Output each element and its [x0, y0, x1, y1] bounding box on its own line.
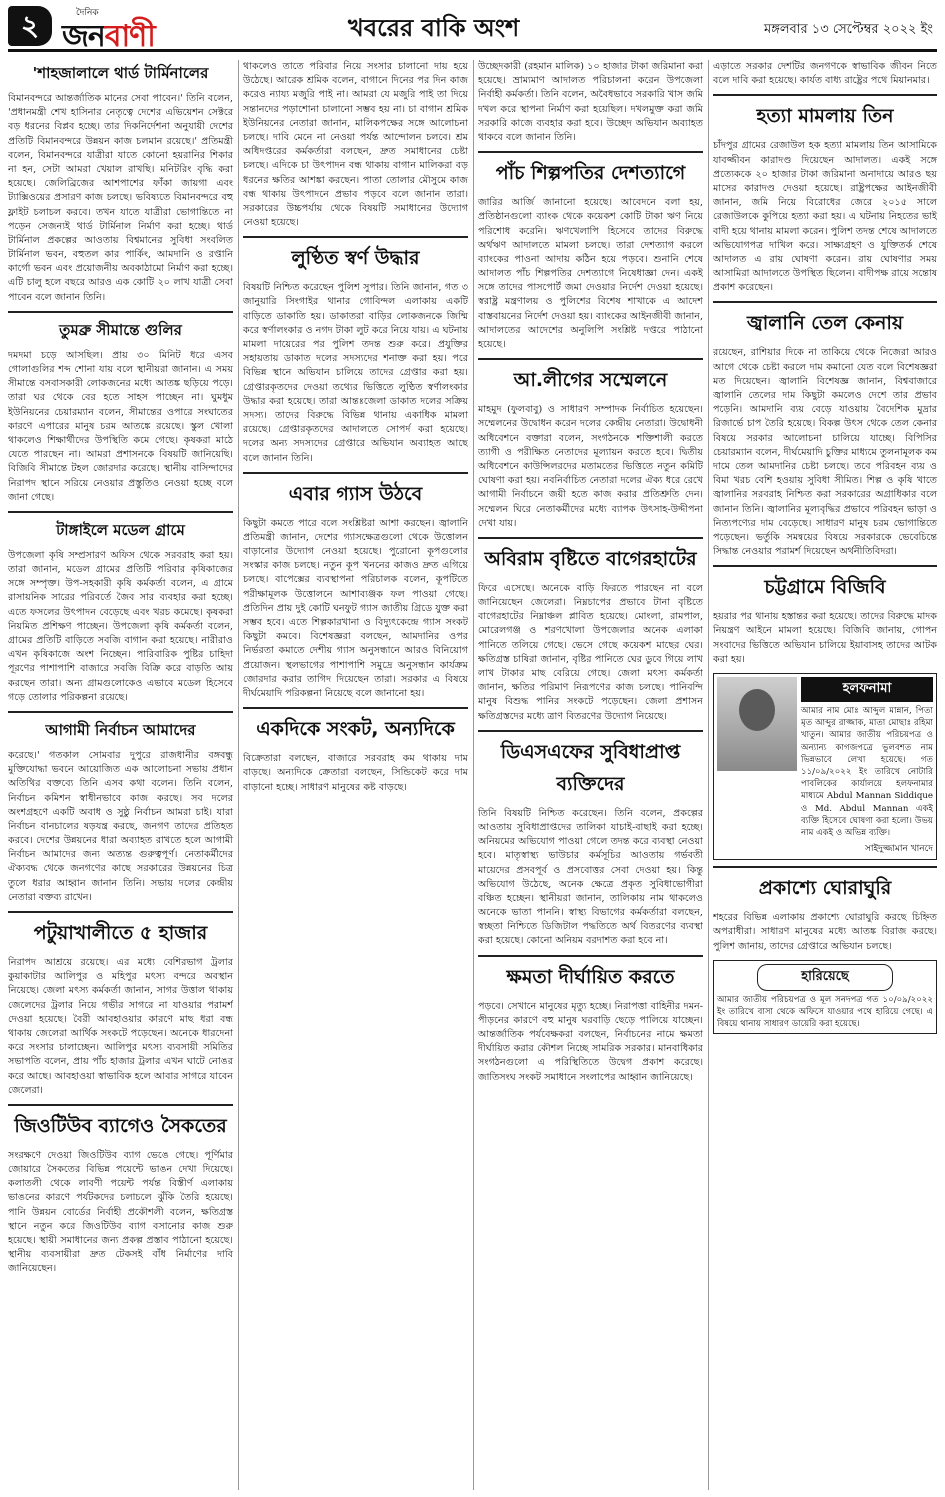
article-body: উচ্ছেদকারী (রহমান মালিক) ১০ হাজার টাকা জরিমানা করা হয়েছে। ভ্রাম্যমাণ আদালত পরিচালনা করেন উপজেলা নির্বাহী কর্মকর্তা। তিনি বলেন, অবৈধভাবে সরকারি খাস জমি দখল করে স্থাপনা নির্মাণ করা হয়েছিল। দখলমুক্ত করা জমি সরকারি কাজে ব্যবহার করা হবে। উচ্ছেদ অভিযান অব্যাহত থাকবে বলে জানান তিনি। — [478, 61, 703, 143]
article-headline[interactable]: চট্টগ্রামে বিজিবি — [713, 565, 937, 610]
lost-notice — [713, 960, 937, 1035]
article — [8, 711, 233, 905]
affidavit-notice — [713, 673, 937, 860]
article-body: শহরের বিভিন্ন এলাকায় প্রকাশ্যে ঘোরাঘুরি করছে চিহ্নিত অপরাধীরা। সাধারণ মানুষের মধ্যে আতঙ্ক বিরাজ করছে। পুলিশ জানায়, তাদের গ্রেপ্তারে অভিযান চলছে। — [713, 912, 937, 952]
article-headline[interactable]: প্রকাশ্যে ঘোরাঘুরি — [713, 866, 937, 911]
affidavit-title: হলফনামা — [801, 677, 933, 702]
article — [713, 301, 937, 559]
affidavit-body: আমার নাম মোঃ আব্দুল মান্নান, পিতা মৃত আব্দুর রাজ্জাক, মাতা মোছাঃ রহিমা খাতুন। আমার জাতীয় পরিচয়পত্র ও অন্যান্য কাগজপত্রে ভুলবশত নাম ভিন্নভাবে লেখা হয়েছে। গত ১১/০৯/২০২২ ইং তারিখে নোটারি পাবলিকের কার্যালয়ে হলফনামার মাধ্যমে Abdul Mannan Siddique ও Md. Abdul Mannan একই ব্যক্তি হিসেবে ঘোষণা করা হলো। উভয় নাম একই ও অভিন্ন ব্যক্তি। — [801, 706, 933, 839]
logo-text — [62, 12, 155, 63]
article — [478, 537, 703, 724]
article-body: ফিরে এসেছে। অনেকে বাড়ি ফিরতে পারছেন না বলে জানিয়েছেন জেলেরা। নিম্নচাপের প্রভাবে টানা বৃষ্টিতে বাগেরহাটের নিম্নাঞ্চল প্লাবিত হয়েছে। মোংলা, রামপাল, মোরেলগঞ্জ ও শরণখোলা উপজেলার অনেক এলাকা পানিতে তলিয়ে গেছে। ভেসে গেছে কয়েকশ মাছের ঘের। ক্ষতিগ্রস্ত চাষিরা জানান, বৃষ্টির পানিতে ঘের ডুবে গিয়ে লাখ লাখ টাকার মাছ বেরিয়ে গেছে। জেলা মৎস্য কর্মকর্তা জানান, ক্ষতির পরিমাণ নিরূপণের কাজ চলছে। পানিবন্দি মানুষ বিশুদ্ধ পানির সংকটে পড়েছেন। জেলা প্রশাসন ক্ষতিগ্রস্তদের মধ্যে ত্রাণ বিতরণের উদ্যোগ নিয়েছে। — [478, 582, 703, 722]
article-headline[interactable]: একদিকে সংকট, অন্যদিকে — [243, 707, 468, 752]
column-3 — [478, 60, 703, 1490]
column-divider — [473, 60, 474, 1490]
article — [713, 60, 937, 88]
article — [8, 62, 233, 305]
article-headline[interactable]: তুমব্রু সীমান্তে গুলির — [8, 311, 233, 349]
article-body: রয়েছেন, রাশিয়ার দিকে না তাকিয়ে থেকে নিজেরা আরও আগে থেকে চেষ্টা করলে দাম কমানো যেত বলে বিশেষজ্ঞরা মত দিয়েছেন। জ্বালানি বিশেষজ্ঞ জানান, বিশ্ববাজারে জ্বালানি তেলের দাম কিছুটা কমলেও দেশে তার প্রভাব পড়েনি। আমদানি ব্যয় বেড়ে যাওয়ায় বৈদেশিক মুদ্রার রিজার্ভে চাপ তৈরি হয়েছে। বিকল্প উৎস থেকে তেল কেনার বিষয়ে সরকার আলোচনা চালিয়ে যাচ্ছে। বিপিসির চেয়ারম্যান বলেন, দীর্ঘমেয়াদি চুক্তির মাধ্যমে তুলনামূলক কম দামে তেল আমদানির চেষ্টা চলছে। তবে পরিবহন ব্যয় ও বিমা খরচ বেশি হওয়ায় সুবিধা সীমিত। শিল্প ও কৃষি খাতে জ্বালানির সরবরাহ নিশ্চিত করা সরকারের অগ্রাধিকার বলে জানান তিনি। জ্বালানির মূল্যবৃদ্ধির প্রভাবে পরিবহন ভাড়া ও নিত্যপণ্যের দাম বেড়েছে। সাধারণ মানুষ চরম ভোগান্তিতে পড়েছেন। ভর্তুকি সমন্বয়ের বিষয়ে সরকারকে ভেবেচিন্তে সিদ্ধান্ত নেওয়ার পরামর্শ দিয়েছেন অর্থনীতিবিদরা। — [713, 347, 937, 558]
logo-part1: জন — [62, 19, 105, 54]
article-body: করেছে।' গতকাল সোমবার দুপুরে রাজধানীর বঙ্গবন্ধু মুক্তিযোদ্ধা ভবনে আয়োজিত এক আলোচনা সভায় প্রধান অতিথির বক্তব্যে তিনি এসব কথা বলেন। তিনি বলেন, নির্বাচন কমিশন স্বাধীনভাবে কাজ করছে। সব দলের অংশগ্রহণে একটি অবাধ ও সুষ্ঠু নির্বাচন আমরা চাই। যারা নির্বাচন বানচালের ষড়যন্ত্র করছে, জনগণ তাদের প্রতিহত করবে। দেশের উন্নয়নের ধারা অব্যাহত রাখতে হলে আগামী নির্বাচন আমাদের জন্য অত্যন্ত গুরুত্বপূর্ণ। নেতাকর্মীদের ঐক্যবদ্ধ থেকে জনগণের কাছে সরকারের উন্নয়নের চিত্র তুলে ধরার আহ্বান জানান তিনি। সভায় দলের কেন্দ্রীয় নেতারা বক্তব্য রাখেন। — [8, 749, 233, 903]
article-body: জারির আর্জি জানানো হয়েছে। আবেদনে বলা হয়, প্রতিষ্ঠানগুলো ব্যাংক থেকে কয়েকশ কোটি টাকা ঋণ নিয়ে পরিশোধ করেনি। ঋণখেলাপি হিসেবে তাদের বিরুদ্ধে অর্থঋণ আদালতে মামলা চলছে। তারা দেশত্যাগ করলে ব্যাংকের পাওনা আদায় কঠিন হয়ে পড়বে। শুনানি শেষে আদালত পাঁচ শিল্পপতির দেশত্যাগে নিষেধাজ্ঞা দেন। একই সঙ্গে তাদের পাসপোর্ট জমা দেওয়ার নির্দেশ দেওয়া হয়েছে। স্বরাষ্ট্র মন্ত্রণালয় ও পুলিশের বিশেষ শাখাকে এ আদেশ বাস্তবায়নের নির্দেশ দেওয়া হয়। ব্যাংকের আইনজীবী জানান, আদালতের আদেশের অনুলিপি সংশ্লিষ্ট দপ্তরে পাঠানো হয়েছে। — [478, 197, 703, 350]
article-headline[interactable]: হত্যা মামলায় তিন — [713, 94, 937, 139]
article-headline[interactable]: আগামী নির্বাচন আমাদের — [8, 711, 233, 749]
article — [478, 358, 703, 531]
article-headline[interactable]: আ.লীগের সম্মেলনে — [478, 358, 703, 403]
article-body: সংরক্ষণে দেওয়া জিওটিউব ব্যাগ ভেঙে গেছে। পূর্ণিমার জোয়ারে সৈকতের বিভিন্ন পয়েন্টে ভাঙন দেখা দিয়েছে। কলাতলী থেকে লাবণী পয়েন্ট পর্যন্ত বিস্তীর্ণ এলাকায় ভাঙনের কারণে পর্যটকদের চলাচলে ঝুঁকি তৈরি হয়েছে। পানি উন্নয়ন বোর্ডের নির্বাহী প্রকৌশলী বলেন, ক্ষতিগ্রস্ত স্থানে নতুন করে জিওটিউব ব্যাগ বসানোর কাজ শুরু হয়েছে। স্থায়ী সমাধানের জন্য প্রকল্প প্রস্তাব পাঠানো হয়েছে। স্থানীয় ব্যবসায়ীরা দ্রুত টেকসই বাঁধ নির্মাণের দাবি জানিয়েছেন। — [8, 1149, 233, 1275]
article — [243, 707, 468, 795]
article-headline[interactable]: ক্ষমতা দীর্ঘায়িত করতে — [478, 955, 703, 1000]
issue-date: মঙ্গলবার ১৩ সেপ্টেম্বর ২০২২ ইং — [763, 22, 933, 37]
article — [8, 911, 233, 1098]
lost-notice-title: হারিয়েছে — [757, 964, 893, 991]
affidavit-signature: সাইদুজ্জামান খানদে — [864, 844, 933, 855]
section-title: খবরের বাকি অংশ — [348, 14, 520, 42]
article-headline[interactable]: অবিরাম বৃষ্টিতে বাগেরহাটের — [478, 537, 703, 582]
article-headline[interactable]: লুণ্ঠিত স্বর্ণ উদ্ধার — [243, 236, 468, 281]
article — [713, 94, 937, 295]
masthead — [8, 6, 937, 52]
article — [478, 151, 703, 352]
article-body: তিনি বিষয়টি নিশ্চিত করেছেন। তিনি বলেন, প্রকল্পের আওতায় সুবিধাপ্রাপ্তদের তালিকা যাচাই-বাছাই করা হচ্ছে। অনিয়মের অভিযোগ পাওয়া গেলে তদন্ত করে ব্যবস্থা নেওয়া হবে। মাতৃস্বাস্থ্য ভাউচার কর্মসূচির আওতায় গর্ভবতী মায়েদের প্রসবপূর্ব ও প্রসবোত্তর সেবা দেওয়া হয়। কিন্তু অভিযোগ উঠেছে, অনেক ক্ষেত্রে প্রকৃত সুবিধাভোগীরা বঞ্চিত হচ্ছেন। স্থানীয়রা জানান, তালিকায় নাম থাকলেও অনেকে ভাতা পাননি। স্বাস্থ্য বিভাগের কর্মকর্তারা বলছেন, স্বচ্ছতা নিশ্চিতে ডিজিটাল পদ্ধতিতে অর্থ বিতরণের ব্যবস্থা করা হয়েছে। কোনো অনিয়ম বরদাশত করা হবে না। — [478, 807, 703, 947]
article-headline[interactable]: জ্বালানি তেল কেনায় — [713, 301, 937, 346]
article-body: কিছুটা কমতে পারে বলে সংশ্লিষ্টরা আশা করছেন। জ্বালানি প্রতিমন্ত্রী জানান, দেশের গ্যাসক্ষেত্রগুলো থেকে উত্তোলন বাড়ানোর উদ্যোগ নেওয়া হয়েছে। পুরোনো কূপগুলোর সংস্কার কাজ চলছে। নতুন কূপ খননের কাজও দ্রুত এগিয়ে চলছে। বাপেক্সের ব্যবস্থাপনা পরিচালক বলেন, কূপটিতে পরীক্ষামূলক উত্তোলনে আশাব্যঞ্জক ফল পাওয়া গেছে। প্রতিদিন প্রায় দুই কোটি ঘনফুট গ্যাস জাতীয় গ্রিডে যুক্ত করা সম্ভব হবে। এতে শিল্পকারখানা ও বিদ্যুৎকেন্দ্রে গ্যাস সংকট কিছুটা কমবে। বিশেষজ্ঞরা বলছেন, আমদানির ওপর নির্ভরতা কমাতে দেশীয় গ্যাস অনুসন্ধানে আরও বিনিয়োগ প্রয়োজন। স্থলভাগের পাশাপাশি সমুদ্রে অনুসন্ধান কার্যক্রম জোরদার করার তাগিদ দিয়েছেন তারা। সরকার এ বিষয়ে দীর্ঘমেয়াদি পরিকল্পনা নিয়েছে বলে জানানো হয়। — [243, 517, 468, 699]
article — [478, 730, 703, 949]
article-body: উপজেলা কৃষি সম্প্রসারণ অফিস থেকে সরবরাহ করা হয়। তারা জানান, মডেল গ্রামের প্রতিটি পরিবার কৃষিকাজের সঙ্গে সম্পৃক্ত। উপ-সহকারী কৃষি কর্মকর্তা বলেন, এ গ্রামে রাসায়নিক সারের পরিবর্তে জৈব সার ব্যবহার করা হচ্ছে। এতে ফসলের উৎপাদন বেড়েছে এবং খরচ কমেছে। কৃষকরা নিয়মিত প্রশিক্ষণ পাচ্ছেন। উপজেলা কৃষি কর্মকর্তা বলেন, গ্রামের প্রতিটি বাড়িতে সবজি বাগান করা হয়েছে। নারীরাও এখন কৃষিকাজে অংশ নিচ্ছেন। পারিবারিক পুষ্টির চাহিদা পূরণের পাশাপাশি বাজারে সবজি বিক্রি করে বাড়তি আয় করছেন তারা। অন্য গ্রামগুলোকেও এভাবে মডেল হিসেবে গড়ে তোলার পরিকল্পনা রয়েছে। — [8, 549, 233, 703]
article — [713, 565, 937, 667]
lost-notice-body: আমার জাতীয় পরিচয়পত্র ও মূল সনদপত্র গত ১০/০৯/২০২২ ইং তারিখে বাসা থেকে অফিসে যাওয়ার পথে হারিয়ে গেছে। এ বিষয়ে থানায় সাধারণ ডায়েরি করা হয়েছে। — [717, 994, 933, 1030]
article — [8, 1104, 233, 1277]
logo-part2: বাণী — [104, 19, 155, 54]
column-divider — [708, 60, 709, 1490]
article-headline[interactable]: এবার গ্যাস উঠবে — [243, 472, 468, 517]
article-body: বিক্রেতারা বলছেন, বাজারে সরবরাহ কম থাকায় দাম বাড়ছে। অন্যদিকে ক্রেতারা বলছেন, সিন্ডিকেট করে দাম বাড়ানো হচ্ছে। সাধারণ মানুষের কষ্ট বাড়ছে। — [243, 753, 468, 793]
article-headline[interactable]: ডিএসএফের সুবিধাপ্রাপ্ত ব্যক্তিদের — [478, 730, 703, 807]
article-headline[interactable]: পটুয়াখালীতে ৫ হাজার — [8, 911, 233, 956]
column-1 — [8, 60, 233, 1490]
article-body: চাঁদপুর গ্রামের রেজাউল হক হত্যা মামলায় তিন আসামিকে যাবজ্জীবন কারাদণ্ড দিয়েছেন আদালত। একই সঙ্গে প্রত্যেককে ২০ হাজার টাকা জরিমানা অনাদায়ে আরও ছয় মাসের কারাদণ্ড দেওয়া হয়েছে। রাষ্ট্রপক্ষের আইনজীবী জানান, জমি নিয়ে বিরোধের জেরে ২০১৫ সালে রেজাউলকে কুপিয়ে হত্যা করা হয়। এ ঘটনায় নিহতের ভাই বাদী হয়ে থানায় মামলা করেন। পুলিশ তদন্ত শেষে আদালতে অভিযোগপত্র দাখিল করে। সাক্ষ্যগ্রহণ ও যুক্তিতর্ক শেষে আদালত এ রায় ঘোষণা করেন। রায় ঘোষণার সময় আসামিরা আদালতে উপস্থিত ছিলেন। বাদীপক্ষ রায়ে সন্তোষ প্রকাশ করেছেন। — [713, 140, 937, 294]
article — [478, 60, 703, 145]
article-headline[interactable]: টাঙ্গাইলে মডেল গ্রামে — [8, 511, 233, 549]
article-body: দমদমা চড়ে আসছিল। প্রায় ৩০ মিনিট ধরে এসব গোলাগুলির শব্দ শোনা যায় বলে স্থানীয়রা জানান। এ সময় সীমান্তে বসবাসকারী লোকজনের মধ্যে আতঙ্ক ছড়িয়ে পড়ে। তারা ঘর থেকে বের হতে সাহস পাচ্ছেন না। ঘুমধুম ইউনিয়নের চেয়ারম্যান বলেন, সীমান্তের ওপারে সংঘাতের কারণে এপারের মানুষ চরম আতঙ্কে রয়েছে। স্কুল খোলা থাকলেও শিক্ষার্থীদের উপস্থিতি কমে গেছে। কৃষকরা মাঠে যেতে পারছেন না। আমরা প্রশাসনকে বিষয়টি জানিয়েছি। বিজিবি সীমান্তে টহল জোরদার করেছে। স্থানীয় বাসিন্দাদের নিরাপদ স্থানে সরিয়ে নেওয়ার প্রস্তুতিও নেওয়া হচ্ছে বলে জানা গেছে। — [8, 349, 233, 503]
article — [8, 311, 233, 505]
article-body: নিরাপদ আশ্রয়ে রয়েছে। এর মধ্যে বেশিরভাগ ট্রলার কুয়াকাটার আলিপুর ও মহিপুর মৎস্য বন্দরে অবস্থান নিয়েছে। জেলা মৎস্য কর্মকর্তা জানান, সাগর উত্তাল থাকায় জেলেদের ট্রলার নিয়ে গভীর সাগরে না যাওয়ার পরামর্শ দেওয়া হয়েছে। বৈরী আবহাওয়ার কারণে মাছ ধরা বন্ধ থাকায় জেলেরা আর্থিক সংকটে পড়েছেন। অনেকে ধারদেনা করে সংসার চালাচ্ছেন। আলিপুর মৎস্য ব্যবসায়ী সমিতির সভাপতি বলেন, প্রায় পাঁচ হাজার ট্রলার এখন ঘাটে নোঙর করে আছে। আবহাওয়া স্বাভাবিক হলে আবার সাগরে যাবেন জেলেরা। — [8, 957, 233, 1096]
article — [243, 60, 468, 230]
article-body: বিষয়টি নিশ্চিত করেছেন পুলিশ সুপার। তিনি জানান, গত ৩ জানুয়ারি সিংগাইর থানার গোবিন্দল এলাকায় একটি বাড়িতে ডাকাতি হয়। ডাকাতরা বাড়ির লোকজনকে জিম্মি করে স্বর্ণালংকার ও নগদ টাকা লুট করে নিয়ে যায়। এ ঘটনায় মামলা দায়েরের পর পুলিশ তদন্ত শুরু করে। প্রযুক্তির সহায়তায় ডাকাত দলের সদস্যদের শনাক্ত করা হয়। পরে বিভিন্ন স্থানে অভিযান চালিয়ে তাদের গ্রেপ্তার করা হয়। গ্রেপ্তারকৃতদের দেওয়া তথ্যের ভিত্তিতে লুণ্ঠিত স্বর্ণালংকার উদ্ধার করা হয়েছে। তারা আন্তঃজেলা ডাকাত দলের সক্রিয় সদস্য। তাদের বিরুদ্ধে বিভিন্ন থানায় একাধিক মামলা রয়েছে। গ্রেপ্তারকৃতদের আদালতে সোপর্দ করা হয়েছে। দলের অন্য সদস্যদের গ্রেপ্তারে অভিযান অব্যাহত আছে বলে জানান তিনি। — [243, 282, 468, 464]
article — [243, 472, 468, 701]
newspaper-logo[interactable] — [62, 6, 252, 54]
article-headline[interactable]: পাঁচ শিল্পপতির দেশত্যাগে — [478, 151, 703, 196]
article-body: বিমানবন্দরে আন্তর্জাতিক মানের সেবা পাবেন।' তিনি বলেন, 'প্রধানমন্ত্রী শেখ হাসিনার নেতৃত্বে দেশের এভিয়েশন সেক্টরে বড় ধরনের বিপ্লব হচ্ছে। তার দিকনির্দেশনা অনুযায়ী দেশের প্রতিটি বিমানবন্দরে উন্নয়ন কাজ চলমান রয়েছে।' প্রতিমন্ত্রী বলেন, বিমানবন্দরে যাত্রীরা যাতে কোনো হয়রানির শিকার না হন, সেটা আমরা খেয়াল রাখছি। মনিটরিং বৃদ্ধি করা হয়েছে। জেলিব্রিজের আশপাশের ফাঁকা জায়গা এবং ট্যাক্সিওয়ের প্রসারণ কাজ চলছে। ভবিষ্যতে বিমানবন্দরে বহু ফ্লাইট চলাচল করবে। তখন যাতে যাত্রীরা ভোগান্তিতে না পড়েন সেজন্যই থার্ড টার্মিনাল নির্মাণ করা হচ্ছে। থার্ড টার্মিনাল প্রকল্পের আওতায় বিশ্বমানের সুবিধা সংবলিত টার্মিনাল ভবন, বহুতল কার পার্কিং, আমদানি ও রপ্তানি কার্গো ভবন এবং প্রয়োজনীয় অবকাঠামো নির্মাণ করা হচ্ছে। এটি চালু হলে বছরে আরও এক কোটি ২০ লাখ যাত্রী সেবা পাবেন বলে জানান তিনি। — [8, 93, 233, 303]
article — [713, 866, 937, 954]
article-headline[interactable]: জিওটিউব ব্যাগেও সৈকতের — [8, 1104, 233, 1149]
article — [478, 955, 703, 1085]
article-body: মাহমুদ (ফুলবাবু) ও সাধারণ সম্পাদক নির্বাচিত হয়েছেন। সম্মেলনের উদ্বোধন করেন দলের কেন্দ্রীয় নেতারা। উদ্বোধনী অধিবেশনে বক্তারা বলেন, সংগঠনকে শক্তিশালী করতে ত্যাগী ও পরীক্ষিত নেতাদের মূল্যায়ন করতে হবে। দ্বিতীয় অধিবেশনে কাউন্সিলরদের মতামতের ভিত্তিতে নতুন কমিটি ঘোষণা করা হয়। নবনির্বাচিত নেতারা দলের ঐক্য ধরে রেখে আগামী নির্বাচনে জয়ী হতে কাজ করার প্রতিশ্রুতি দেন। সম্মেলন ঘিরে নেতাকর্মীদের মধ্যে ব্যাপক উৎসাহ-উদ্দীপনা দেখা যায়। — [478, 404, 703, 529]
person-photo — [717, 677, 797, 771]
page-number: ২ — [8, 6, 52, 46]
article — [243, 236, 468, 465]
article-body: হয়রার পর থানায় হস্তান্তর করা হয়েছে। তাদের বিরুদ্ধে মাদক নিয়ন্ত্রণ আইনে মামলা হয়েছে। বিজিবি জানায়, গোপন সংবাদের ভিত্তিতে অভিযান চালিয়ে ইয়াবাসহ তাদের আটক করা হয়। — [713, 611, 937, 665]
article-body: এড়াতে সরকার দেশটির জনগণকে স্বাভাবিক জীবন নিতে বলে দাবি করা হয়েছে। কার্যত বাধ্য রাষ্ট্রের পথে মিয়ানমার। — [713, 61, 937, 87]
column-divider — [238, 60, 239, 1490]
logo-daily-label: দৈনিক — [76, 8, 99, 18]
article-body: থাকলেও তাতে পরিবার নিয়ে সংসার চালানো দায় হয়ে উঠেছে। আরেক শ্রমিক বলেন, বাগানে দিনের পর দিন কাজ করেও ন্যায্য মজুরি পাই না। আমরা যে মজুরি পাই তা দিয়ে সন্তানদের পড়াশোনা চালানো সম্ভব হয় না। চা বাগান শ্রমিক ইউনিয়নের নেতারা জানান, মালিকপক্ষের সঙ্গে আলোচনা চলছে। দাবি মেনে না নেওয়া পর্যন্ত আন্দোলন চলবে। শ্রম অধিদপ্তরের কর্মকর্তারা বলছেন, দ্রুত সমাধানের চেষ্টা চলছে। এদিকে চা উৎপাদন বন্ধ থাকায় বাগান মালিকরা বড় ধরনের ক্ষতির আশঙ্কা করছেন। পাতা তোলার মৌসুমে কাজ বন্ধ থাকায় উৎপাদনে প্রভাব পড়বে বলে জানান তারা। সরকারের উচ্চপর্যায় থেকে বিষয়টি সমাধানের উদ্যোগ নেওয়া হয়েছে। — [243, 61, 468, 229]
article-body: পড়বে। সেখানে মানুষের মৃত্যু হচ্ছে। নিরাপত্তা বাহিনীর দমন-পীড়নের কারণে বহু মানুষ ঘরবাড়ি ছেড়ে পালিয়ে যাচ্ছেন। আন্তর্জাতিক পর্যবেক্ষকরা বলছেন, নির্বাচনের নামে ক্ষমতা দীর্ঘায়িত করার কৌশল নিচ্ছে সামরিক সরকার। মানবাধিকার সংগঠনগুলো এ পরিস্থিতিতে উদ্বেগ প্রকাশ করেছে। জাতিসংঘ সংকট সমাধানে সংলাপের আহ্বান জানিয়েছে। — [478, 1000, 703, 1083]
column-2 — [243, 60, 468, 1490]
column-4 — [713, 60, 937, 1490]
article — [8, 511, 233, 705]
article-headline[interactable]: 'শাহজালালে থার্ড টার্মিনালের — [32, 64, 209, 82]
